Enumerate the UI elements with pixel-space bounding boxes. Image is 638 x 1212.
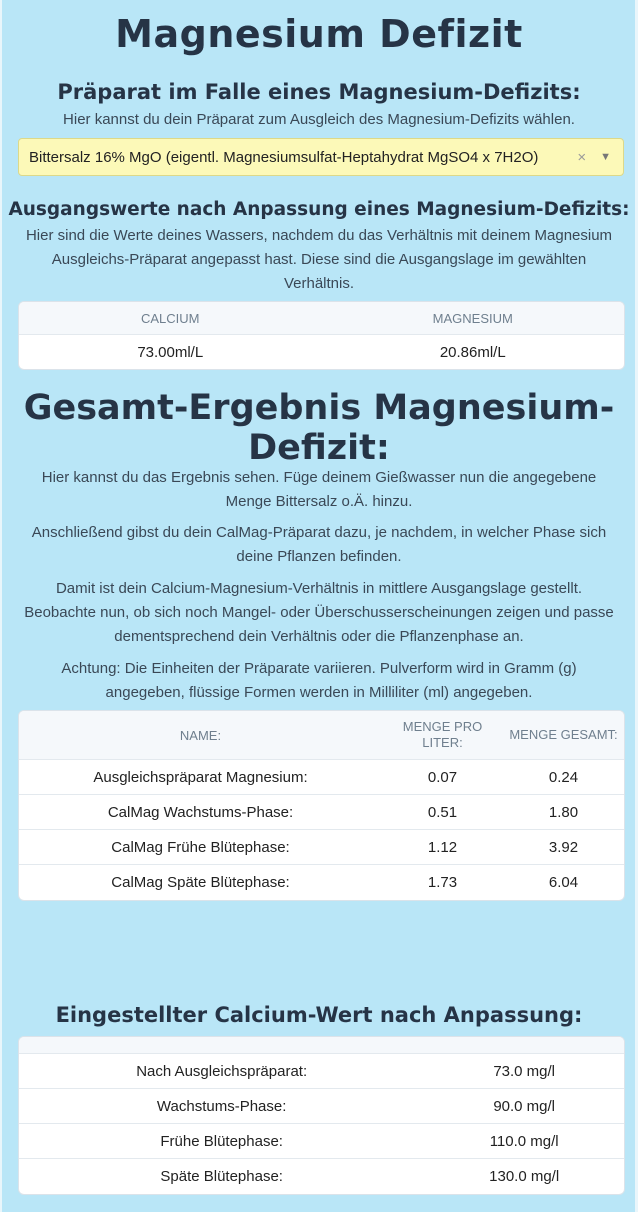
ergebnis-paragraph: Damit ist dein Calcium-Magnesium-Verhältnis in mittlere Ausgangslage gestellt. Beobachte nun, ob sich noch Mangel- oder Überschusserscheinungen zeigen und passe dementsprechend dein Verhältnis oder die Pflanzenphase an. (24, 580, 614, 645)
row-per-liter: 0.07 (382, 760, 503, 795)
row-name: CalMag Frühe Blütephase: (19, 830, 382, 865)
page-title: Magnesium Defizit (115, 12, 523, 56)
column-header: MAGNESIUM (322, 302, 625, 335)
row-label: Späte Blütephase: (160, 1168, 283, 1185)
row-per-liter: 0.51 (382, 795, 503, 830)
row-label: Frühe Blütephase: (19, 1124, 424, 1159)
ergebnis-heading: Gesamt-Ergebnis Magnesium-Defizit: (23, 388, 615, 468)
row-name: CalMag Wachstums-Phase: (19, 795, 382, 830)
calcium-value: 73.00ml/L (137, 343, 204, 361)
row-name: CalMag Späte Blütephase: (111, 874, 290, 891)
chevron-down-icon[interactable]: ▼ (600, 151, 611, 163)
row-per-liter: 1.12 (382, 830, 503, 865)
table-header-row (19, 1037, 624, 1054)
table-header-row (19, 302, 624, 335)
table-row (19, 830, 624, 865)
row-value: 110.0 mg/l (424, 1124, 624, 1159)
ergebnis-table (18, 710, 625, 901)
ausgangswerte-table (18, 301, 625, 370)
column-header (19, 1037, 424, 1054)
row-total: 1.80 (503, 795, 624, 830)
table-row (19, 795, 624, 830)
row-name: Ausgleichspräparat Magnesium: (19, 760, 382, 795)
row-value: 90.0 mg/l (424, 1089, 624, 1124)
row-value: 73.0 mg/l (424, 1054, 624, 1089)
table-row (19, 1159, 624, 1194)
table-row (19, 1124, 624, 1159)
column-header: MENGE GESAMT: (503, 711, 624, 760)
table-header-row (19, 711, 624, 760)
row-per-liter: 1.73 (427, 874, 458, 891)
row-label: Nach Ausgleichspräparat: (19, 1054, 424, 1089)
column-header (424, 1037, 624, 1054)
praeparat-heading: Präparat im Falle eines Magnesium-Defizits: (57, 80, 581, 104)
table-row (19, 1089, 624, 1124)
praeparat-description: Hier kannst du dein Präparat zum Ausgleich des Magnesium-Defizits wählen. (63, 111, 575, 128)
ausgangswerte-heading: Ausgangswerte nach Anpassung eines Magnesium-Defizits: (8, 199, 630, 220)
row-total: 6.04 (548, 874, 579, 891)
row-total: 0.24 (503, 760, 624, 795)
praeparat-select-value: Bittersalz 16% MgO (eigentl. Magnesiumsulfat-Heptahydrat MgSO4 x 7H2O) (29, 148, 539, 166)
row-total: 3.92 (503, 830, 624, 865)
column-header: MENGE PRO LITER: (382, 711, 503, 760)
praeparat-select[interactable] (18, 138, 624, 176)
ergebnis-paragraph: Achtung: Die Einheiten der Präparate variieren. Pulverform wird in Gramm (g) angegeben, flüssige Formen werden in Milliliter (ml) angegeben. (61, 660, 577, 701)
row-value: 130.0 mg/l (489, 1168, 560, 1185)
calcium-heading: Eingestellter Calcium-Wert nach Anpassung: (55, 1003, 583, 1027)
column-header: CALCIUM (19, 302, 322, 335)
table-row (19, 760, 624, 795)
calcium-table (18, 1036, 625, 1195)
row-label: Wachstums-Phase: (19, 1089, 424, 1124)
table-row (19, 335, 624, 369)
ergebnis-paragraph: Hier kannst du das Ergebnis sehen. Füge deinem Gießwasser nun die angegebene Menge Bittersalz o.Ä. hinzu. (41, 469, 597, 510)
ergebnis-paragraph: Anschließend gibst du dein CalMag-Präparat dazu, je nachdem, in welcher Phase sich deine Pflanzen befinden. (31, 524, 607, 565)
ausgangswerte-description: Hier sind die Werte deines Wassers, nachdem du das Verhältnis mit deinem Magnesium Ausgleichs-Präparat angepasst hast. Diese sind die Ausgangslage im gewählten Verhältnis. (25, 227, 613, 292)
table-row (19, 1054, 624, 1089)
clear-icon[interactable]: × (577, 148, 587, 166)
table-row (19, 865, 624, 900)
magnesium-value: 20.86ml/L (439, 343, 506, 361)
column-header: NAME: (19, 711, 382, 760)
left-border (0, 0, 2, 1212)
